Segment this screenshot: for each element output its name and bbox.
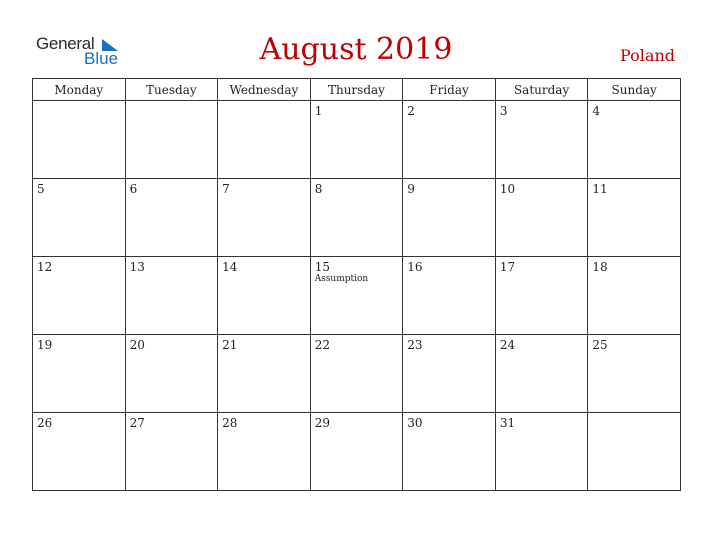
day-number: 21 — [222, 338, 238, 352]
day-number: 2 — [407, 104, 415, 118]
day-number: 4 — [592, 104, 601, 118]
day-number — [126, 101, 218, 104]
day-cell — [310, 101, 403, 179]
page-title: August 2019 — [259, 32, 453, 67]
day-number: 18 — [592, 260, 608, 274]
day-cell — [495, 101, 588, 179]
day-cell — [588, 257, 681, 335]
day-number: 29 — [314, 416, 330, 430]
weekday-header: Sunday — [588, 79, 681, 101]
day-cell — [310, 257, 403, 335]
day-cell — [495, 257, 588, 335]
weekday-header: Wednesday — [218, 79, 311, 101]
day-number: 14 — [222, 260, 238, 274]
day-cell — [588, 179, 681, 257]
week-row — [33, 257, 681, 335]
day-number — [588, 413, 680, 416]
day-number: 31 — [499, 416, 516, 430]
weekday-header: Tuesday — [125, 79, 218, 101]
day-cell — [33, 179, 126, 257]
day-cell — [495, 413, 588, 491]
weekday-header: Thursday — [310, 79, 403, 101]
day-number: 11 — [592, 182, 608, 196]
day-cell — [33, 335, 126, 413]
day-cell — [125, 335, 218, 413]
day-number: 30 — [407, 416, 423, 430]
day-cell — [403, 257, 496, 335]
day-cell — [218, 257, 311, 335]
day-cell — [33, 101, 126, 179]
day-cell — [218, 335, 311, 413]
day-cell — [310, 335, 403, 413]
day-cell — [495, 335, 588, 413]
day-cell — [588, 335, 681, 413]
day-cell — [403, 413, 496, 491]
day-number: 17 — [499, 260, 516, 274]
day-cell — [495, 179, 588, 257]
day-number: 28 — [222, 416, 238, 430]
day-cell — [125, 413, 218, 491]
day-number: 13 — [129, 260, 145, 274]
day-number: 10 — [499, 182, 516, 196]
day-cell — [403, 335, 496, 413]
day-number: 5 — [37, 182, 45, 196]
day-number: 23 — [407, 338, 423, 352]
logo-text-general: General — [36, 34, 95, 53]
day-number: 19 — [37, 338, 53, 352]
day-cell — [33, 257, 126, 335]
day-cell — [125, 257, 218, 335]
country-label: Poland — [620, 46, 675, 65]
day-number: 15 — [314, 260, 330, 274]
day-number: 25 — [592, 338, 608, 352]
week-row — [33, 335, 681, 413]
day-cell — [588, 101, 681, 179]
week-row — [33, 101, 681, 179]
day-number: 16 — [407, 260, 423, 274]
day-number: 24 — [499, 338, 516, 352]
day-cell — [310, 413, 403, 491]
weekday-header: Friday — [403, 79, 496, 101]
day-number — [218, 101, 310, 104]
day-number: 9 — [407, 182, 415, 196]
day-cell — [125, 179, 218, 257]
day-number: 6 — [129, 182, 138, 196]
logo-text-blue: Blue — [84, 49, 119, 68]
day-cell — [310, 179, 403, 257]
day-cell — [218, 101, 311, 179]
day-cell — [403, 101, 496, 179]
day-number: 20 — [129, 338, 145, 352]
weekday-header: Monday — [33, 79, 126, 101]
day-number: 27 — [129, 416, 145, 430]
day-number: 8 — [314, 182, 323, 196]
day-number: 26 — [37, 416, 53, 430]
day-cell — [588, 413, 681, 491]
day-number: 12 — [37, 260, 53, 274]
day-cell — [218, 413, 311, 491]
day-cell — [125, 101, 218, 179]
day-number: 7 — [222, 182, 230, 196]
holiday-label: Assumption — [314, 274, 369, 284]
day-number: 22 — [314, 338, 330, 352]
day-number: 1 — [314, 104, 323, 118]
day-cell — [403, 179, 496, 257]
day-number: 3 — [499, 104, 508, 118]
day-cell — [218, 179, 311, 257]
weekday-header-row — [33, 79, 681, 101]
calendar-grid — [32, 78, 681, 491]
day-cell — [33, 413, 126, 491]
week-row — [33, 413, 681, 491]
week-row — [33, 179, 681, 257]
day-number — [33, 101, 125, 104]
weekday-header: Saturday — [495, 79, 588, 101]
